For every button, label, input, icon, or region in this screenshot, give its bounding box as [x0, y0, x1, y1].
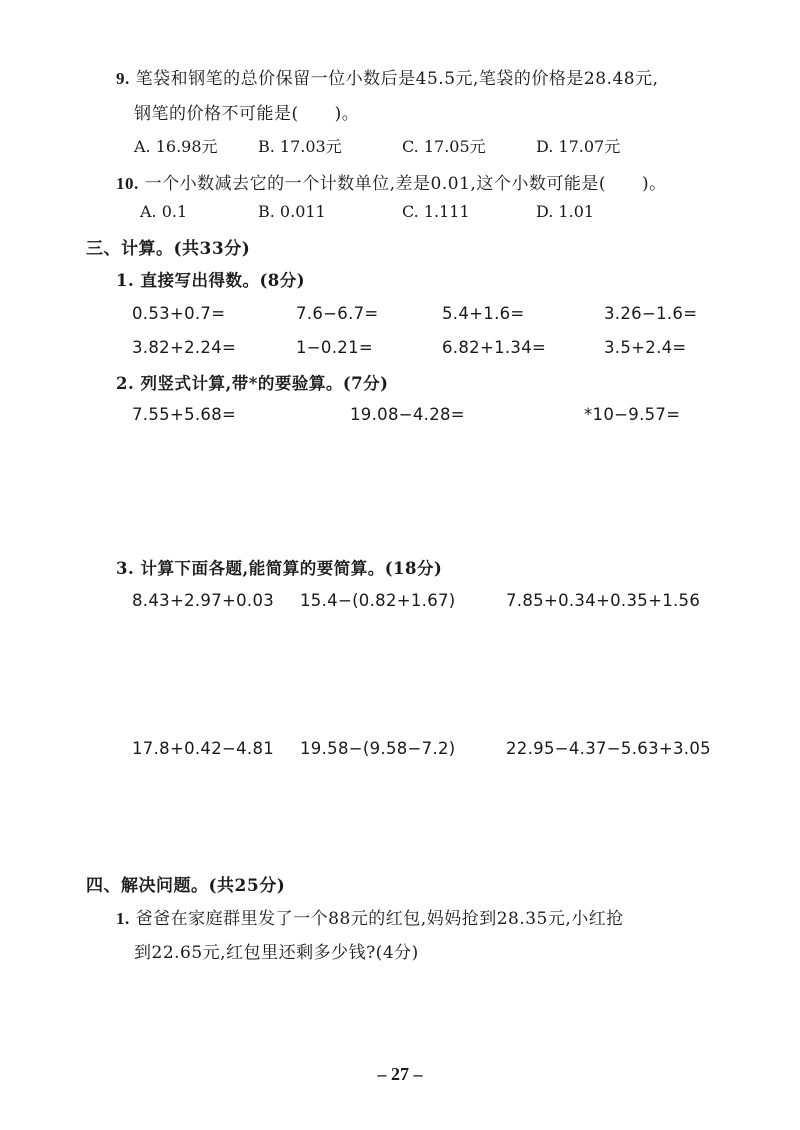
section3-title: 三、计算。(共33分): [86, 239, 251, 259]
q9-text-line2: 钢笔的价格不可能是(: [134, 104, 299, 124]
q9-text-line1: 笔袋和钢笔的总价保留一位小数后是45.5元,笔袋的价格是28.48元,: [135, 69, 659, 89]
section4-q1-line1: [116, 904, 624, 929]
section4-q1-line2: 到22.65元,红包里还剩多少钱?(4分): [134, 943, 419, 963]
oral-calc-item: 6.82+1.34=: [442, 338, 547, 357]
oral-calc-item: 5.4+1.6=: [442, 304, 525, 323]
q10-option-b: B. 0.011: [258, 202, 326, 221]
q10-line: [116, 169, 667, 194]
simplify-calc-item: 17.8+0.42−4.81: [132, 739, 275, 758]
vertical-calc-item: *10−9.57=: [584, 405, 681, 424]
q9-option-b: B. 17.03元: [258, 137, 342, 156]
q10-text: 一个小数减去它的一个计数单位,差是0.01,这个小数可能是(: [144, 174, 606, 194]
oral-calc-item: 1−0.21=: [296, 338, 373, 357]
q10-text-end: )。: [641, 174, 667, 194]
q10-option-d: D. 1.01: [536, 202, 595, 221]
q9-line2: [134, 99, 359, 124]
section4-q1-text-line1: 爸爸在家庭群里发了一个88元的红包,妈妈抢到28.35元,小红抢: [135, 909, 624, 929]
oral-calc-item: 0.53+0.7=: [132, 304, 226, 323]
page-number: – 27 –: [377, 1064, 423, 1084]
q9-line1: [116, 64, 658, 89]
section3-part1-title: 1. 直接写出得数。(8分): [116, 271, 306, 290]
section3-part2-title: 2. 列竖式计算,带*的要验算。(7分): [116, 374, 389, 393]
q9-number: 9.: [116, 69, 130, 88]
vertical-calc-item: 19.08−4.28=: [350, 405, 465, 424]
q9-option-c: C. 17.05元: [402, 137, 486, 156]
simplify-calc-item: 19.58−(9.58−7.2): [300, 739, 456, 758]
oral-calc-item: 3.26−1.6=: [604, 304, 698, 323]
oral-calc-item: 7.6−6.7=: [296, 304, 379, 323]
q10-option-c: C. 1.111: [402, 202, 470, 221]
q9-option-a: A. 16.98元: [134, 137, 218, 156]
oral-calc-item: 3.5+2.4=: [604, 338, 687, 357]
section4-q1-number: 1.: [116, 909, 130, 928]
simplify-calc-item: 8.43+2.97+0.03: [132, 591, 275, 610]
section4-title: 四、解决问题。(共25分): [86, 876, 286, 896]
simplify-calc-item: 22.95−4.37−5.63+3.05: [506, 739, 711, 758]
q9-option-d: D. 17.07元: [536, 137, 621, 156]
oral-calc-item: 3.82+2.24=: [132, 338, 237, 357]
q10-number: 10.: [116, 174, 139, 193]
simplify-calc-item: 15.4−(0.82+1.67): [300, 591, 456, 610]
simplify-calc-item: 7.85+0.34+0.35+1.56: [506, 591, 701, 610]
vertical-calc-item: 7.55+5.68=: [132, 405, 237, 424]
q9-text-line2-end: )。: [334, 104, 360, 124]
section3-part3-title: 3. 计算下面各题,能简算的要简算。(18分): [116, 559, 443, 578]
q10-option-a: A. 0.1: [140, 202, 188, 221]
